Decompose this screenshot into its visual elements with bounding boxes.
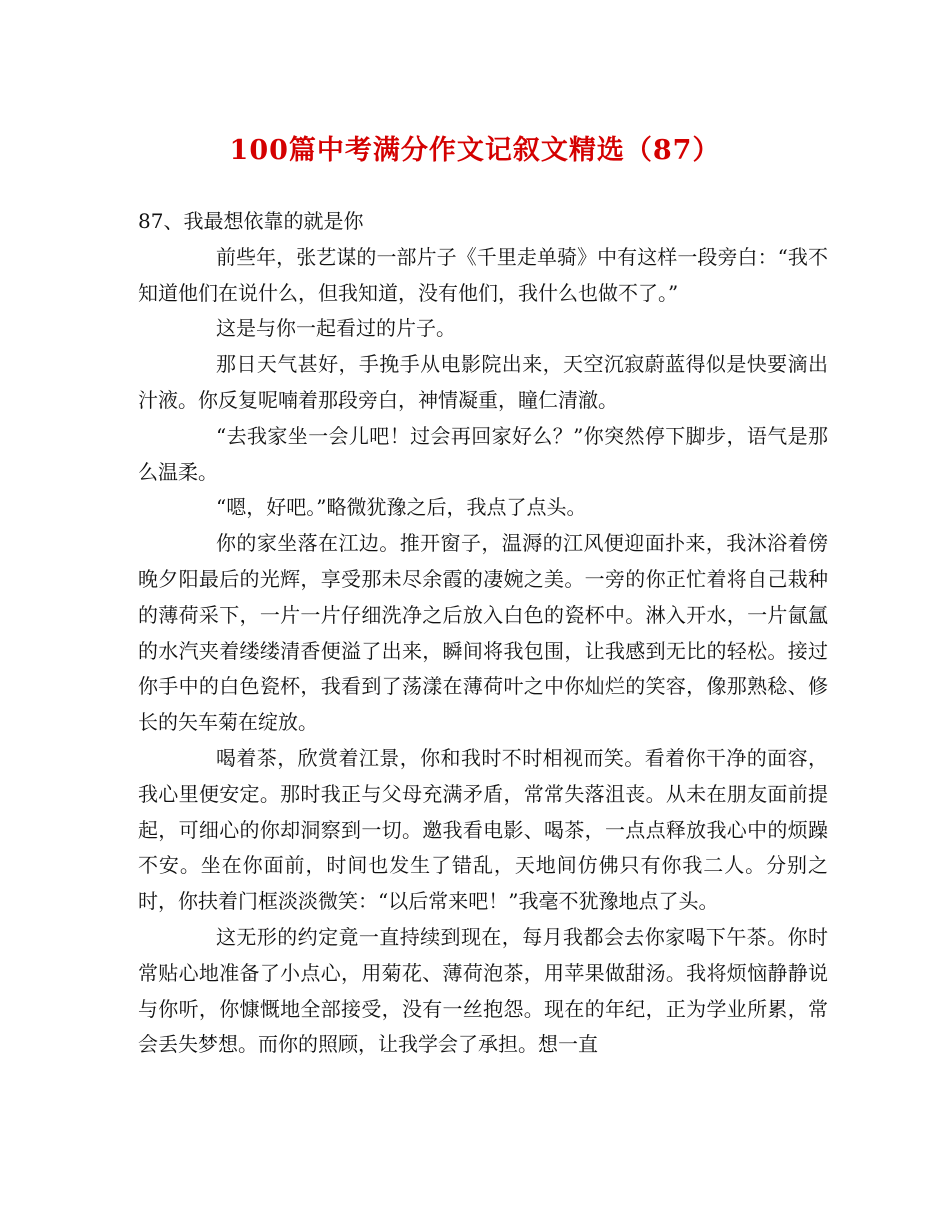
paragraph-4: “去我家坐一会儿吧！过会再回家好么？”你突然停下脚步，语气是那么温柔。 bbox=[138, 423, 828, 484]
document-title: 100篇中考满分作文记叙文精选（87） bbox=[229, 135, 721, 166]
essay-heading: 87、我最想依靠的就是你 bbox=[138, 209, 364, 233]
paragraph-1: 前些年，张艺谋的一部片子《千里走单骑》中有这样一段旁白：“我不知道他们在说什么，但我知道，没有他们，我什么也做不了。” bbox=[138, 244, 828, 305]
paragraph-6: 你的家坐落在江边。推开窗子，温溽的江风便迎面扑来，我沐浴着傍晚夕阳最后的光辉，享受那未尽余霞的凄婉之美。一旁的你正忙着将自己栽种的薄荷采下，一片一片仔细洗净之后放入白色的瓷杯中。淋入开水，一片氤氲的水汽夹着缕缕清香便溢了出来，瞬间将我包围，让我感到无比的轻松。接过你手中的白色瓷杯，我看到了荡漾在薄荷叶之中你灿烂的笑容，像那熟稔、修长的矢车菊在绽放。 bbox=[138, 531, 828, 735]
paragraph-8: 这无形的约定竟一直持续到现在，每月我都会去你家喝下午茶。你时常贴心地准备了小点心，用菊花、薄荷泡茶，用苹果做甜汤。我将烦恼静静说与你听，你慷慨地全部接受，没有一丝抱怨。现在的年纪，正为学业所累，常会丢失梦想。而你的照顾，让我学会了承担。想一直 bbox=[138, 924, 828, 1057]
paragraph-7: 喝着茶，欣赏着江景，你和我时不时相视而笑。看着你干净的面容，我心里便安定。那时我正与父母充满矛盾，常常失落沮丧。从未在朋友面前提起，可细心的你却洞察到一切。邀我看电影、喝茶，一点点释放我心中的烦躁不安。坐在你面前，时间也发生了错乱，天地间仿佛只有你我二人。分别之时，你扶着门框淡淡微笑：“以后常来吧！”我毫不犹豫地点了头。 bbox=[138, 745, 828, 914]
paragraph-5: “嗯，好吧。”略微犹豫之后，我点了点头。 bbox=[216, 495, 587, 520]
paragraph-2: 这是与你一起看过的片子。 bbox=[216, 316, 456, 341]
paragraph-3: 那日天气甚好，手挽手从电影院出来，天空沉寂蔚蓝得似是快要滴出汁液。你反复呢喃着那段旁白，神情凝重，瞳仁清澈。 bbox=[138, 352, 828, 412]
document-body bbox=[138, 204, 828, 1063]
